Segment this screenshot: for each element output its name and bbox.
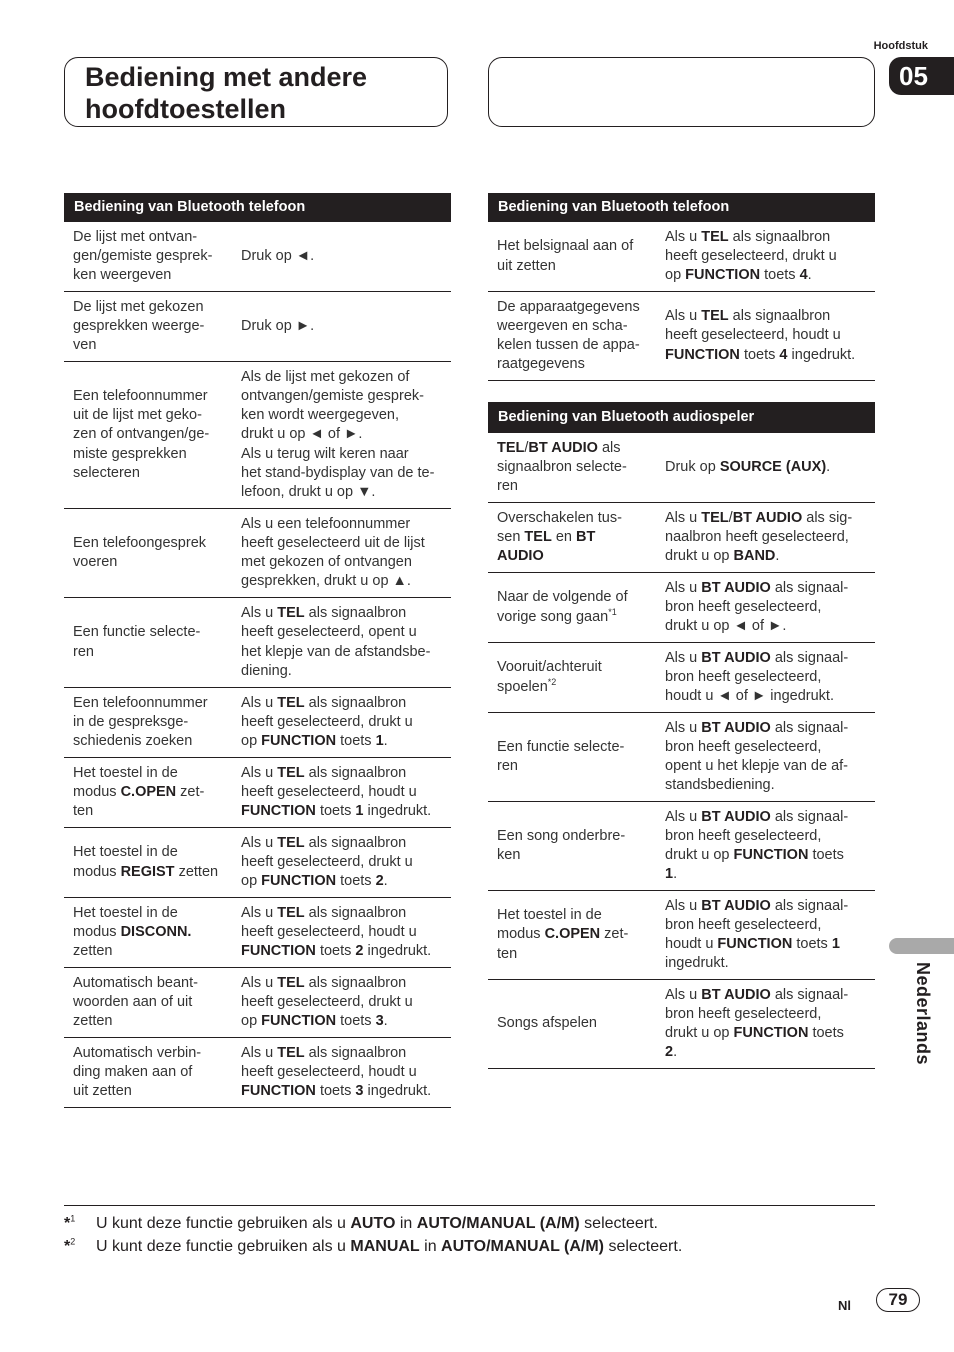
table-cell-action: Een telefoonnummer in de gespreksge- schiedenis zoeken — [73, 694, 208, 750]
table-row — [64, 509, 451, 598]
table-cell-instruction: Druk op ◄. — [241, 247, 315, 264]
footnote-divider — [64, 1205, 875, 1206]
right-table-phone — [488, 193, 875, 381]
chapter-title-line2: hoofdtoestellen — [85, 94, 286, 124]
table-cell-action: Songs afspelen — [497, 1015, 597, 1032]
table-cell-instruction: Als u TEL als signaalbron heeft geselecteerd, houdt u FUNCTION toets 4 ingedrukt. — [665, 308, 856, 363]
footnote-text: U kunt deze functie gebruiken als u MANUAL in AUTO/MANUAL (A/M) selecteert. — [96, 1238, 683, 1255]
footnote-text: U kunt deze functie gebruiken als u AUTO in AUTO/MANUAL (A/M) selecteert. — [96, 1215, 658, 1232]
page-number: 79 — [876, 1288, 920, 1312]
table-cell-action: TEL/BT AUDIO als signaalbron selecte- ren — [497, 439, 627, 495]
table-row — [64, 292, 451, 362]
table-cell-instruction: Als u BT AUDIO als signaal- bron heeft geselecteerd, houdt u FUNCTION toets 1 ingedrukt. — [665, 897, 849, 972]
table-cell-instruction: Als u TEL als signaalbron heeft geselecteerd, drukt u op FUNCTION toets 2. — [241, 834, 413, 890]
side-tab-marker — [889, 938, 954, 954]
table-cell-instruction: Als u TEL als signaalbron heeft geselecteerd, houdt u FUNCTION toets 1 ingedrukt. — [241, 764, 432, 820]
table-row — [488, 713, 875, 802]
table-row — [64, 688, 451, 758]
table-cell-action: Naar de volgende of vorige song gaan$^{*1}$ — [497, 589, 628, 625]
table-cell-instruction: Als u TEL als signaalbron heeft geselecteerd, drukt u op FUNCTION toets 4. — [665, 228, 837, 284]
empty-title-box — [488, 57, 875, 127]
table-body — [488, 222, 875, 381]
table-cell-action: Het toestel in de modus REGIST zetten — [73, 844, 219, 880]
table-cell-action: Overschakelen tus- sen TEL en BT AUDIO — [497, 509, 622, 565]
table-cell-instruction: Als u BT AUDIO als signaal- bron heeft geselecteerd, drukt u op ◄ of ►. — [665, 579, 849, 635]
table-row — [64, 1038, 451, 1108]
table-cell-action: Een song onderbre- ken — [497, 827, 626, 863]
table-cell-action: Een functie selecte- ren — [497, 738, 625, 774]
table-cell-instruction: Als u TEL/BT AUDIO als sig- naalbron heeft geselecteerd, drukt u op BAND. — [665, 509, 853, 565]
chapter-title-box — [64, 57, 448, 127]
table-row — [64, 968, 451, 1038]
side-language-label: Nederlands — [913, 962, 933, 1066]
left-table — [64, 193, 451, 1108]
footnote-marker: *$^1$ — [64, 1213, 76, 1232]
table-cell-action: De lijst met ontvan- gen/gemiste gesprek- ken weergeven — [73, 228, 213, 284]
table-row — [488, 433, 875, 503]
table-row — [488, 292, 875, 381]
table-header: Bediening van Bluetooth telefoon — [488, 193, 875, 222]
table-header: Bediening van Bluetooth telefoon — [64, 193, 451, 222]
table-cell-action: Vooruit/achteruit spoelen$^{*2}$ — [497, 659, 602, 695]
table-cell-instruction: Als u een telefoonnummer heeft geselecteerd uit de lijst met gekozen of ontvangen gesprekken, drukt u op ▲. — [241, 515, 425, 590]
table-cell-action: Het toestel in de modus DISCONN. zetten — [73, 904, 192, 960]
table-cell-instruction: Als u TEL als signaalbron heeft geselecteerd, drukt u op FUNCTION toets 1. — [241, 694, 413, 750]
table-cell-instruction: Als u TEL als signaalbron heeft geselecteerd, drukt u op FUNCTION toets 3. — [241, 974, 413, 1030]
table-cell-instruction: Als u TEL als signaalbron heeft geselecteerd, houdt u FUNCTION toets 2 ingedrukt. — [241, 904, 432, 960]
table-cell-instruction: Als u TEL als signaalbron heeft geselecteerd, opent u het klepje van de afstandsbe- diening. — [241, 605, 431, 679]
table-cell-instruction: Als de lijst met gekozen of ontvangen/gemiste gesprek- ken wordt weergegeven, drukt u op ◄ of ►. Als u terug wilt keren naar het stand-bydisplay van de te- lefoon, drukt u op ▼. — [241, 368, 435, 500]
footnote-1 — [64, 1215, 658, 1233]
table-row — [64, 898, 451, 968]
table-cell-action: Automatisch verbin- ding maken aan of uit zetten — [73, 1044, 202, 1100]
table-cell-action: Automatisch beant- woorden aan of uit zetten — [73, 974, 198, 1030]
table-body — [64, 222, 451, 1108]
table-cell-instruction: Als u BT AUDIO als signaal- bron heeft geselecteerd, opent u het klepje van de af- standsbediening. — [665, 719, 849, 794]
table-row — [488, 802, 875, 891]
table-cell-instruction: Als u BT AUDIO als signaal- bron heeft geselecteerd, houdt u ◄ of ► ingedrukt. — [665, 649, 849, 705]
table-cell-action: Het belsignaal aan of uit zetten — [497, 238, 634, 274]
table-row — [64, 222, 451, 292]
right-table-audio — [488, 402, 875, 1069]
table-cell-action: Het toestel in de modus C.OPEN zet- ten — [73, 764, 205, 820]
page-language: Nl — [838, 1298, 851, 1313]
table-row — [64, 598, 451, 688]
table-cell-instruction: Druk op ►. — [241, 317, 315, 334]
table-cell-instruction: Druk op SOURCE (AUX). — [665, 458, 831, 475]
table-cell-action: Het toestel in de modus C.OPEN zet- ten — [497, 907, 629, 962]
table-row — [488, 980, 875, 1069]
table-cell-action: Een telefoongesprek voeren — [73, 534, 207, 570]
table-row — [488, 573, 875, 643]
footnote-marker: *$^2$ — [64, 1236, 76, 1255]
table-body — [488, 433, 875, 1069]
table-row — [64, 828, 451, 898]
chapter-label: Hoofdstuk — [873, 40, 928, 52]
table-cell-action: Een functie selecte- ren — [73, 624, 201, 660]
table-row — [488, 503, 875, 573]
table-cell-instruction: Als u BT AUDIO als signaal- bron heeft geselecteerd, drukt u op FUNCTION toets 2. — [665, 986, 849, 1061]
table-header: Bediening van Bluetooth audiospeler — [488, 402, 875, 433]
chapter-title-line1: Bediening met andere — [85, 62, 368, 92]
table-row — [488, 891, 875, 980]
table-row — [488, 643, 875, 713]
table-cell-action: Een telefoonnummer uit de lijst met geko- zen of ontvangen/ge- miste gesprekken selecteren — [73, 387, 210, 481]
chapter-number: 05 — [889, 57, 954, 95]
table-cell-action: De lijst met gekozen gesprekken weerge- ven — [73, 298, 205, 354]
table-row — [64, 758, 451, 828]
table-cell-instruction: Als u TEL als signaalbron heeft geselecteerd, houdt u FUNCTION toets 3 ingedrukt. — [241, 1044, 432, 1100]
table-row — [488, 222, 875, 292]
footnote-2 — [64, 1238, 682, 1256]
table-cell-instruction: Als u BT AUDIO als signaal- bron heeft geselecteerd, drukt u op FUNCTION toets 1. — [665, 808, 849, 883]
table-cell-action: De apparaatgegevens weergeven en scha- kelen tussen de appa- raatgegevens — [497, 298, 640, 373]
chapter-title — [85, 61, 367, 125]
table-row — [64, 362, 451, 509]
